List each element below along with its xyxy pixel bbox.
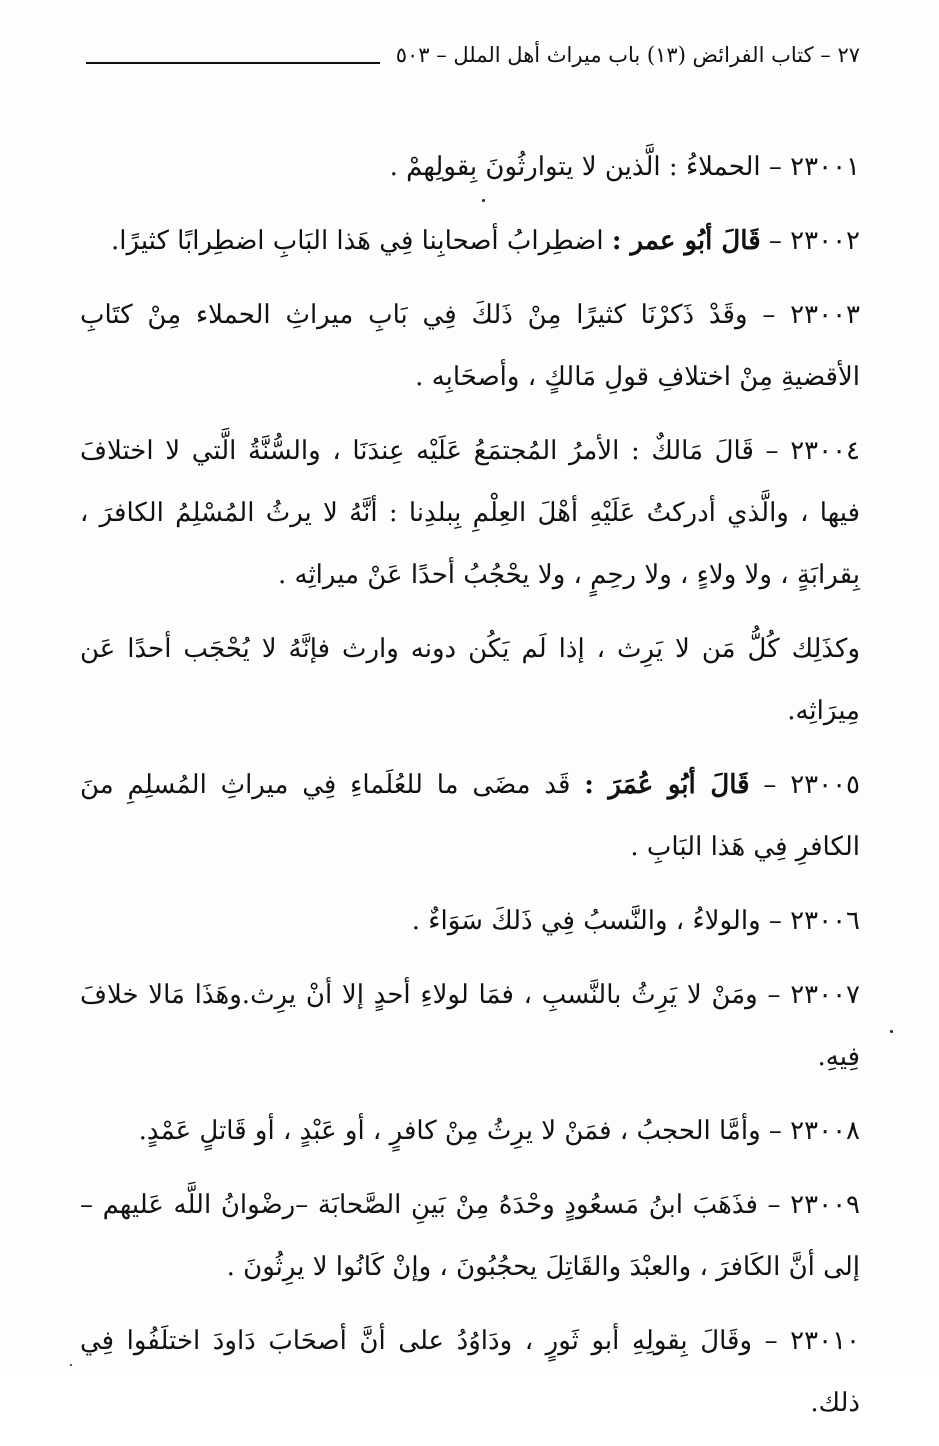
paragraph-number: ٢٣٠٠١ <box>790 152 860 182</box>
paragraph-text: قَد مضَى ما للعُلَماءِ فِي ميراثِ المُسلِمِ منَ الكافرِ فِي هَذا البَابِ . <box>80 770 860 862</box>
running-head-text: ٢٧ – كتاب الفرائض (١٣) باب ميراث أهل الملل – ٥٠٣ <box>395 43 860 67</box>
paragraph-continuation <box>80 618 860 742</box>
number-separator: – <box>747 300 791 330</box>
number-separator: – <box>752 1326 791 1356</box>
paragraph-number: ٢٣٠٠٧ <box>790 980 861 1010</box>
paragraph-number: ٢٣٠٠٢ <box>790 226 860 256</box>
paragraph-number: ٢٣٠٠٥ <box>790 770 861 800</box>
number-separator: – <box>760 906 791 936</box>
number-separator: – <box>753 436 791 466</box>
number-separator: – <box>760 152 791 182</box>
paragraph-number: ٢٣٠٠٦ <box>790 906 860 936</box>
paragraph-number: ٢٣٠١٠ <box>790 1326 860 1356</box>
body-text <box>80 136 860 1446</box>
number-separator: – <box>760 226 791 256</box>
number-separator: – <box>757 980 791 1010</box>
paragraph-number: ٢٣٠٠٨ <box>790 1116 860 1146</box>
paragraph-23010 <box>80 1310 860 1434</box>
paragraph-text: اضطِرابُ أصحابِنا فِي هَذا البَابِ اضطِرابًا كثيرًا. <box>110 226 612 256</box>
paragraph-23008 <box>80 1100 860 1162</box>
print-speck <box>890 1030 893 1033</box>
paragraph-number: ٢٣٠٠٣ <box>790 300 860 330</box>
paragraph-23002 <box>80 210 860 272</box>
paragraph-number: ٢٣٠٠٤ <box>790 436 861 466</box>
paragraph-23006 <box>80 890 860 952</box>
paragraph-23009 <box>80 1174 860 1298</box>
header-rule <box>86 62 380 64</box>
speaker-label: قَالَ أبُو عُمَرَ : <box>584 770 750 800</box>
running-head <box>80 26 860 70</box>
paragraph-23001 <box>80 136 860 198</box>
number-separator: – <box>749 770 791 800</box>
number-separator: – <box>757 1190 791 1220</box>
paragraph-23007 <box>80 964 860 1088</box>
paragraph-text: فذَهَبَ ابنُ مَسعُودٍ وحْدَهُ مِنْ بَينِ الصَّحابَة –رضْوانُ اللَّه عَليهم – إلى أنَّ الكَافرَ ، والعبْدَ والقَاتِلَ يحجُبُونَ ، وإنْ كَانُوا لا يرِثُونَ . <box>80 1190 860 1282</box>
paragraph-23005 <box>80 754 860 878</box>
paragraph-text: وكذَلِك كُلُّ مَن لا يَرِث ، إذا لَم يَكُن دونه وارث فإنَّهُ لا يُحْجَب أحدًا عَن مِيرَاثِه. <box>80 634 860 726</box>
print-speck <box>70 1364 72 1366</box>
paragraph-text: وقَالَ بِقولِهِ أبو ثَورٍ ، ودَاوُدُ على أنَّ أصحَابَ دَاودَ اختلَفُوا فِي ذلك. <box>80 1326 860 1418</box>
paragraph-text: وأمَّا الحجبُ ، فمَنْ لا يرِثُ مِنْ كافرٍ ، أو عَبْدٍ ، أو قَاتلٍ عَمْدٍ. <box>138 1116 761 1146</box>
paragraph-text: قَالَ مَالكٌ : الأمرُ المُجتمَعُ عَلَيْه عِندَنَا ، والسُّنَّةُ الَّتي لا اختلافَ فيها ، والَّذي أدركتُ عَلَيْهِ أهْلَ العِلْمِ بِبلدِنا : أنَّهُ لا يرثُ المُسْلِمُ الكافرَ ، بِقرابَةٍ ، ولا ولاءٍ ، ولا رحِمٍ ، ولا يحْجُبُ أحدًا عَنْ ميراثِه . <box>80 436 860 590</box>
speaker-label: قَالَ أبُو عمر : <box>611 226 761 256</box>
paragraph-23004 <box>80 420 860 606</box>
paragraph-text: ومَنْ لا يَرِثُ بالنَّسبِ ، فمَا لولاءِ أحدٍ إلا أنْ يرِث.وهَذَا مَالا خلافَ فِيهِ. <box>80 980 860 1072</box>
paragraph-text: والولاءُ ، والنَّسبُ فِي ذَلكَ سَوَاءٌ . <box>411 906 761 936</box>
number-separator: – <box>760 1116 791 1146</box>
paragraph-number: ٢٣٠٠٩ <box>790 1190 860 1220</box>
paragraph-text: وقَدْ ذَكرْنَا كثيرًا مِنْ ذَلكَ فِي بَابِ ميراثِ الحملاء مِنْ كتَابِ الأقضيةِ مِنْ اختلافِ قولِ مَالكٍ ، وأصحَابِه . <box>80 300 860 392</box>
print-speck <box>482 199 485 202</box>
paragraph-text: الحملاءُ : الَّذين لا يتوارثُونَ بِقولِهمْ . <box>389 152 761 182</box>
paragraph-23003 <box>80 284 860 408</box>
